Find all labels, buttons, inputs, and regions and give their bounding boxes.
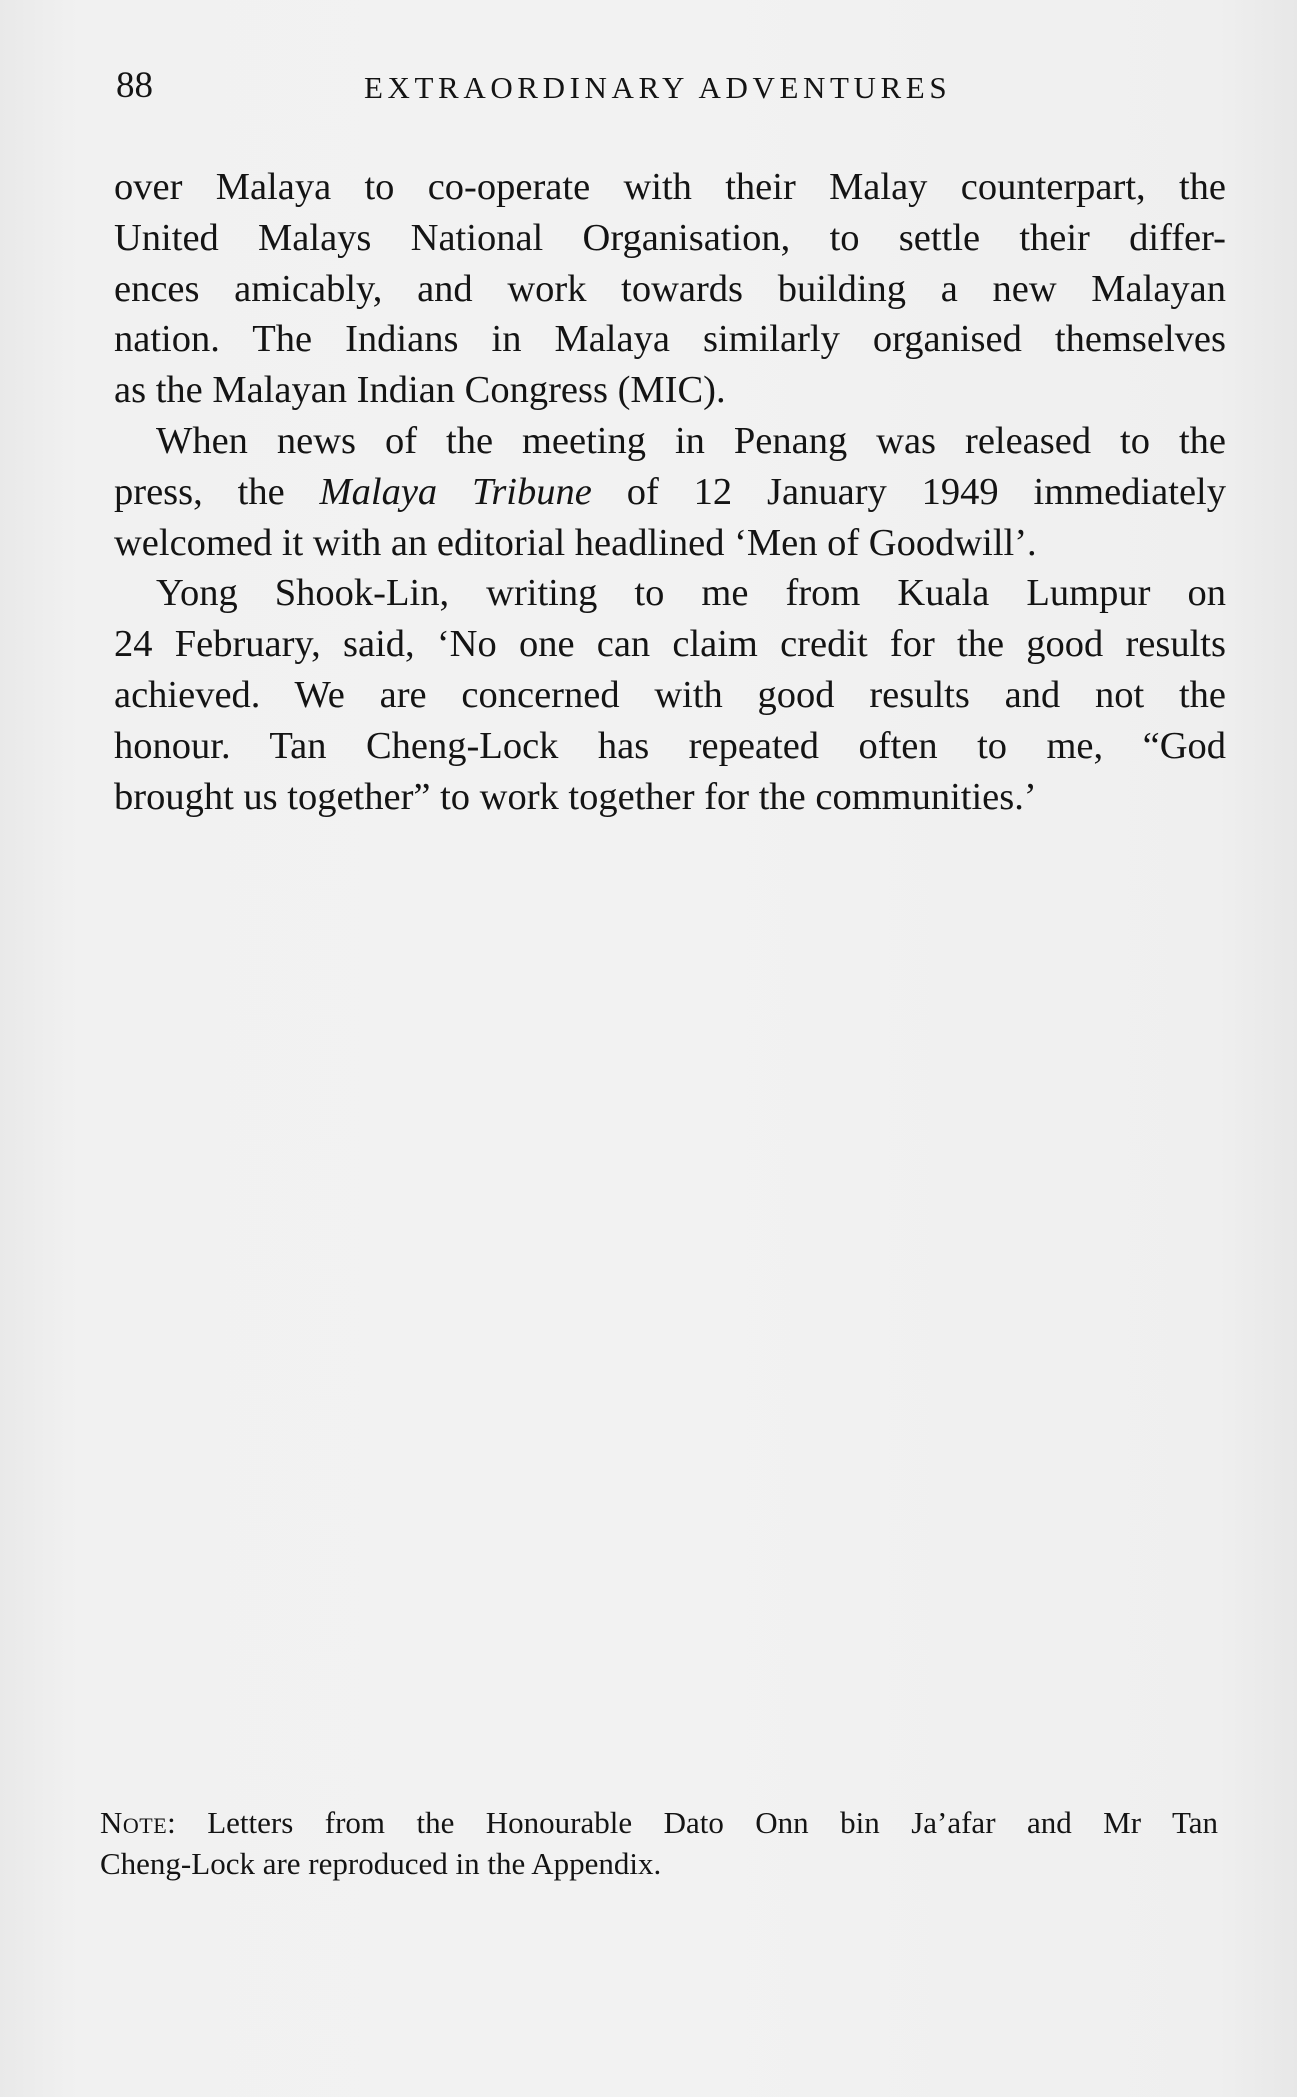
paragraph-2 (114, 416, 1226, 568)
text-line: When news of the meeting in Penang was released to the (156, 419, 1226, 462)
text-line: nation. The Indians in Malaya similarly organised themselves (114, 318, 1226, 361)
text-line: as the Malayan Indian Congress (MIC). (114, 369, 726, 412)
text-line: brought us together” to work together for the communities.’ (114, 775, 1037, 818)
text-line: achieved. We are concerned with good results and not the (114, 673, 1226, 716)
text-segment: press, the (114, 470, 320, 513)
page-header (116, 64, 1228, 114)
paragraph-3 (114, 568, 1226, 822)
page-number: 88 (116, 65, 153, 106)
text-line: welcomed it with an editorial headlined ‘Men of Goodwill’. (114, 521, 1037, 564)
footnote-label: Note (100, 1805, 168, 1840)
text-segment: of 12 January 1949 immediately (591, 470, 1226, 513)
text-line: honour. Tan Cheng-Lock has repeated often to me, “God (114, 724, 1226, 767)
text-line: Yong Shook-Lin, writing to me from Kuala Lumpur on (156, 572, 1226, 615)
footnote-line (100, 1802, 1218, 1843)
footnote-text: : Letters from the Honourable Dato Onn bin Ja’afar and Mr Tan (167, 1805, 1218, 1840)
publication-title: Malaya Tribune (319, 470, 592, 513)
footnote-line: Cheng-Lock are reproduced in the Appendix. (100, 1846, 662, 1881)
text-line: United Malays National Organisation, to settle their differ- (114, 216, 1226, 259)
body-text (114, 162, 1226, 822)
text-line (114, 467, 1226, 518)
text-line: over Malaya to co-operate with their Malay counterpart, the (114, 166, 1226, 208)
text-line: ences amicably, and work towards building a new Malayan (114, 267, 1226, 310)
running-title: EXTRAORDINARY ADVENTURES (364, 70, 952, 105)
paragraph-1 (114, 162, 1226, 416)
footnote (100, 1802, 1218, 1884)
text-line: 24 February, said, ‘No one can claim credit for the good results (114, 623, 1226, 666)
